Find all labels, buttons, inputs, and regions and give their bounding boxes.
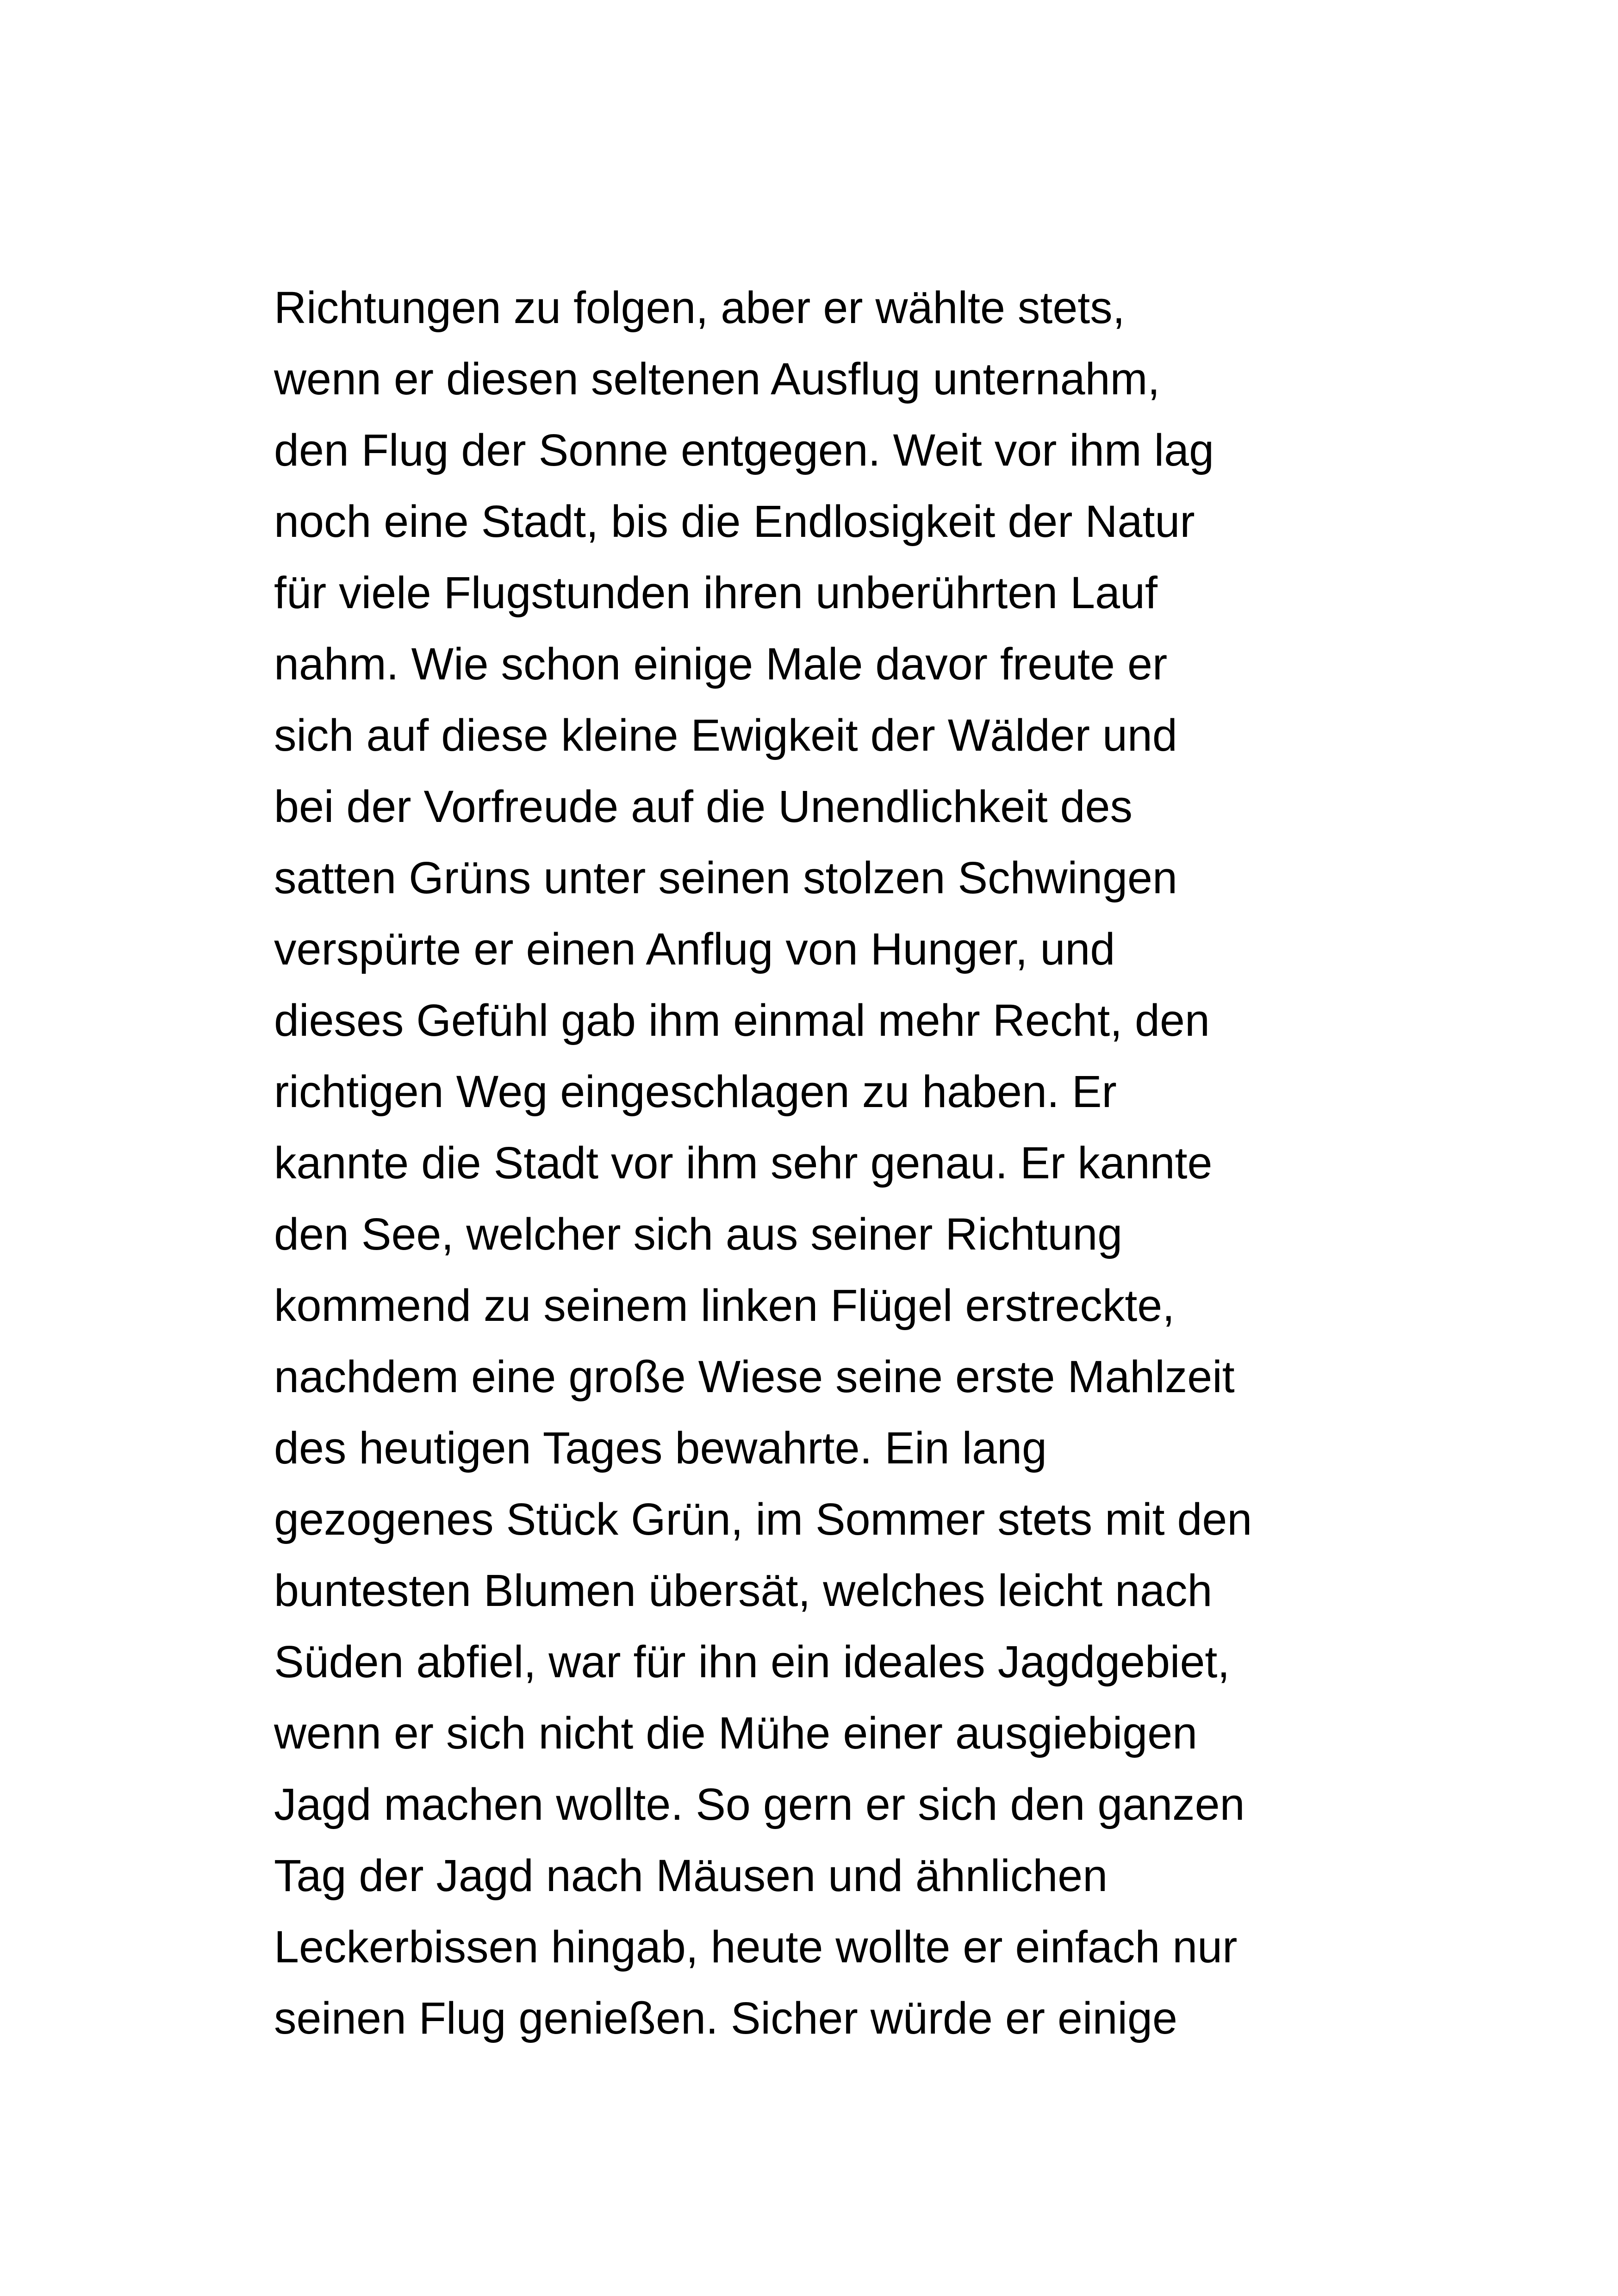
body-text: [274, 272, 1385, 2054]
text-line: sich auf diese kleine Ewigkeit der Wälder und: [274, 710, 1177, 760]
text-line: richtigen Weg eingeschlagen zu haben. Er: [274, 1066, 1117, 1117]
text-line: des heutigen Tages bewahrte. Ein lang: [274, 1423, 1047, 1473]
text-line: den See, welcher sich aus seiner Richtung: [274, 1209, 1123, 1259]
text-line: Richtungen zu folgen, aber er wählte stets,: [274, 282, 1125, 333]
text-line: noch eine Stadt, bis die Endlosigkeit der Natur: [274, 496, 1195, 547]
text-line: nachdem eine große Wiese seine erste Mahlzeit: [274, 1351, 1235, 1402]
text-line: verspürte er einen Anflug von Hunger, und: [274, 924, 1115, 974]
text-line: kommend zu seinem linken Flügel erstreckte,: [274, 1280, 1175, 1331]
text-line: wenn er diesen seltenen Ausflug unternahm,: [274, 354, 1160, 404]
text-line: buntesten Blumen übersät, welches leicht nach: [274, 1565, 1213, 1616]
text-line: Jagd machen wollte. So gern er sich den ganzen: [274, 1779, 1245, 1829]
text-line: nahm. Wie schon einige Male davor freute er: [274, 639, 1168, 689]
text-line: den Flug der Sonne entgegen. Weit vor ihm lag: [274, 425, 1214, 475]
text-line: Süden abfiel, war für ihn ein ideales Jagdgebiet,: [274, 1636, 1230, 1687]
text-line: für viele Flugstunden ihren unberührten Lauf: [274, 567, 1157, 618]
text-line: bei der Vorfreude auf die Unendlichkeit des: [274, 781, 1133, 832]
text-line: wenn er sich nicht die Mühe einer ausgiebigen: [274, 1708, 1198, 1758]
text-line: seinen Flug genießen. Sicher würde er einige: [274, 1993, 1177, 2043]
text-line: dieses Gefühl gab ihm einmal mehr Recht, den: [274, 995, 1210, 1045]
text-line: gezogenes Stück Grün, im Sommer stets mit den: [274, 1494, 1252, 1544]
text-line: satten Grüns unter seinen stolzen Schwingen: [274, 852, 1177, 903]
text-line: Leckerbissen hingab, heute wollte er einfach nur: [274, 1922, 1238, 1972]
text-line: Tag der Jagd nach Mäusen und ähnlichen: [274, 1850, 1108, 1901]
text-line: kannte die Stadt vor ihm sehr genau. Er kannte: [274, 1138, 1213, 1188]
